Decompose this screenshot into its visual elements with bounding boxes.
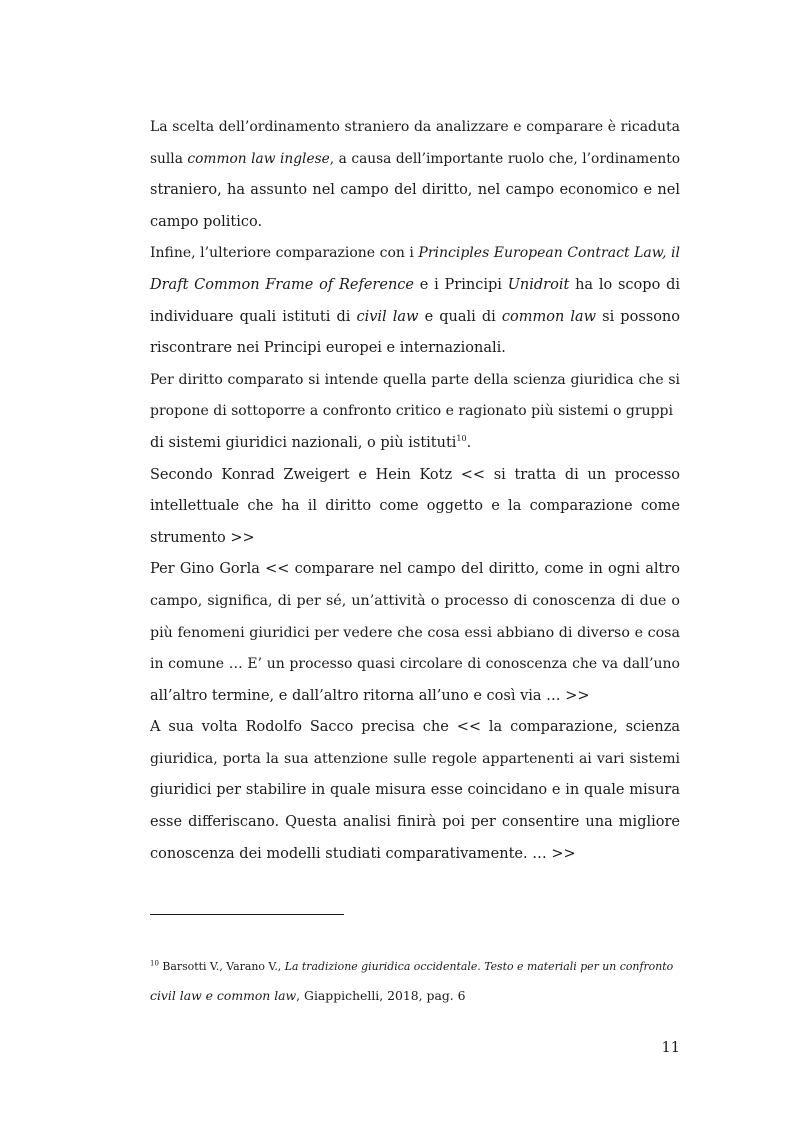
text: di sistemi giuridici nazionali, o più istituti: [150, 434, 457, 451]
text: ha lo scopo di: [569, 276, 680, 293]
paragraph-1-line-3: [150, 175, 680, 207]
text: Per diritto comparato si intende quella parte della scienza giuridica che si: [150, 371, 680, 388]
text: sulla: [150, 150, 188, 167]
paragraph-1-line-1: [150, 112, 680, 144]
text: campo, significa, di per sé, un’attività o processo di conoscenza di due o: [150, 592, 680, 609]
text: individuare quali istituti di: [150, 308, 357, 325]
footnote-title: La tradizione giuridica occidentale. Testo e materiali per un confronto: [284, 960, 674, 973]
paragraph-5-line-3: [150, 618, 680, 650]
main-text: [150, 112, 680, 870]
paragraph-1-line-4: [150, 207, 680, 239]
paragraph-6-line-5: [150, 839, 680, 871]
text: conoscenza dei modelli studiati comparativamente. … >>: [150, 845, 576, 862]
text: esse differiscano. Questa analisi finirà poi per consentire una migliore: [150, 814, 680, 831]
paragraph-5-line-1: [150, 554, 680, 586]
footnote-number: 10: [150, 959, 159, 968]
text: si possono: [596, 308, 680, 325]
text: in comune … E’ un processo quasi circolare di conoscenza che va dall’uno: [150, 656, 680, 673]
italic-text: Draft Common Frame of Reference: [150, 276, 414, 293]
footnote-reference[interactable]: 10: [456, 434, 467, 444]
paragraph-3-line-3: [150, 428, 680, 460]
text: Infine, l’ulteriore comparazione con i: [150, 245, 419, 262]
paragraph-5-line-4: [150, 649, 680, 681]
italic-text: Unidroit: [507, 276, 570, 293]
footnote-line-1: [150, 952, 680, 981]
paragraph-4-line-3: [150, 523, 680, 555]
text: , a causa dell’importante ruolo che, l’ordinamento: [329, 150, 680, 167]
paragraph-2-line-3: [150, 302, 680, 334]
paragraph-2-line-1: [150, 238, 680, 270]
paragraph-3-line-1: [150, 365, 680, 397]
text: giuridici per stabilire in quale misura esse coincidano e in quale misura: [150, 782, 680, 799]
paragraph-6-line-3: [150, 775, 680, 807]
text: propone di sottoporre a confronto critico e ragionato più sistemi o gruppi: [150, 403, 673, 420]
footnote-separator: [150, 914, 344, 915]
paragraph-1-line-2: [150, 144, 680, 176]
paragraph-5-line-2: [150, 586, 680, 618]
footnote-publisher: , Giappichelli, 2018, pag. 6: [296, 988, 466, 1003]
text: Per Gino Gorla << comparare nel campo del diritto, come in ogni altro: [150, 561, 680, 578]
text: più fenomeni giuridici per vedere che cosa essi abbiano di diverso e cosa: [150, 624, 680, 641]
italic-text: Principles European Contract Law, il: [418, 245, 680, 262]
footnote: [150, 952, 680, 1010]
footnote-line-2: [150, 981, 680, 1010]
italic-text: common law inglese: [187, 150, 330, 167]
paragraph-2-line-2: [150, 270, 680, 302]
page-number: 11: [661, 1040, 680, 1056]
text: La scelta dell’ordinamento straniero da analizzare e comparare è ricaduta: [150, 119, 680, 135]
paragraph-3-line-2: [150, 396, 680, 428]
paragraph-6-line-4: [150, 807, 680, 839]
text: straniero, ha assunto nel campo del diritto, nel campo economico e nel: [150, 182, 680, 199]
footnote-title: civil law e common law: [150, 988, 297, 1003]
paragraph-2-line-4: [150, 333, 680, 365]
italic-text: common law: [501, 308, 597, 325]
text: e i Principi: [413, 276, 508, 293]
text: A sua volta Rodolfo Sacco precisa che << la comparazione, scienza: [150, 719, 680, 736]
text: intellettuale che ha il diritto come oggetto e la comparazione come: [150, 498, 680, 515]
text: giuridica, porta la sua attenzione sulle regole appartenenti ai vari sistemi: [150, 750, 680, 767]
paragraph-4-line-2: [150, 491, 680, 523]
paragraph-5-line-5: [150, 681, 680, 713]
text: riscontrare nei Principi europei e internazionali.: [150, 340, 506, 357]
text: Secondo Konrad Zweigert e Hein Kotz << si tratta di un processo: [150, 466, 680, 483]
text: .: [466, 434, 472, 451]
paragraph-4-line-1: [150, 460, 680, 492]
text: e quali di: [418, 308, 502, 325]
footnote-authors: Barsotti V., Varano V.,: [158, 960, 285, 973]
paragraph-6-line-2: [150, 744, 680, 776]
text: campo politico.: [150, 213, 263, 230]
paragraph-6-line-1: [150, 712, 680, 744]
italic-text: civil law: [356, 308, 419, 325]
text: all’altro termine, e dall’altro ritorna all’uno e così via … >>: [150, 687, 590, 704]
text: strumento >>: [150, 529, 255, 546]
